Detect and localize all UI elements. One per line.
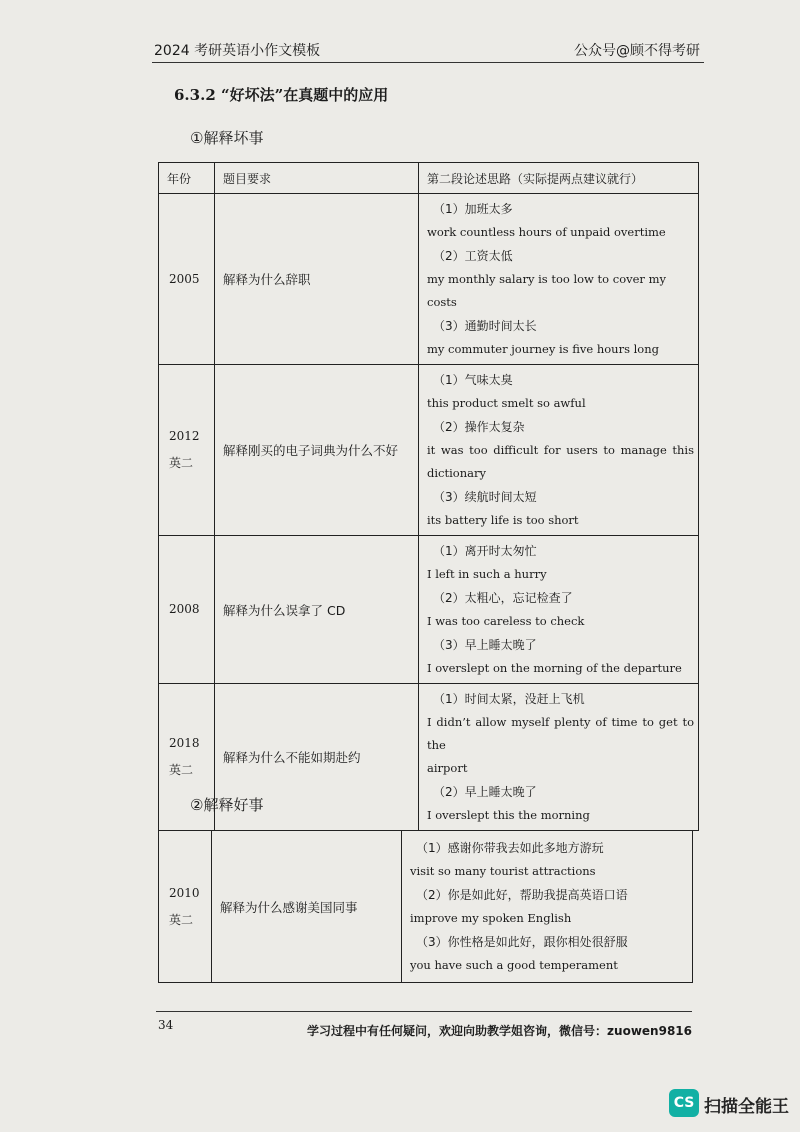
idea-english: my monthly salary is too low to cover my costs: [427, 272, 666, 309]
idea-english: I overslept on the morning of the departure: [427, 661, 682, 675]
year-cell: [159, 831, 212, 983]
ideas-cell: [419, 194, 699, 365]
footer-note: 学习过程中有任何疑问，欢迎向助教学姐咨询，微信号：zuowen9816: [307, 1024, 692, 1038]
footer-rule: [156, 1011, 692, 1012]
section-title: 6.3.2 “好坏法”在真题中的应用: [174, 86, 389, 104]
camscanner-logo-icon: CS: [669, 1089, 699, 1117]
ideas-cell: [419, 365, 699, 536]
table-row: [159, 536, 699, 684]
idea-chinese: （1）时间太紧，没赶上飞机: [433, 692, 585, 706]
subheading-bad: ①解释坏事: [190, 129, 264, 147]
topic-cell: 解释为什么不能如期赴约: [215, 684, 419, 831]
year-value: 2018: [169, 736, 200, 750]
year-value: 2005: [169, 271, 200, 286]
idea-chinese: （3）通勤时间太长: [433, 319, 537, 333]
idea-english: my commuter journey is five hours long: [427, 342, 659, 356]
col-year: 年份: [159, 163, 215, 194]
exam-type: 英二: [169, 456, 194, 470]
idea-english: improve my spoken English: [410, 911, 572, 925]
page-number: 34: [158, 1018, 174, 1032]
topic-cell: 解释刚买的电子词典为什么不好: [215, 365, 419, 536]
idea-english-cont: dictionary: [427, 466, 486, 480]
topic-cell: 解释为什么感谢美国同事: [212, 831, 402, 983]
page-header: [152, 38, 704, 63]
year-cell: [159, 194, 215, 365]
year-value: 2010: [169, 885, 200, 900]
table-row: [159, 831, 693, 983]
table-row: [159, 365, 699, 536]
subheading-good: ②解释好事: [190, 796, 264, 814]
idea-chinese: （2）操作太复杂: [433, 420, 525, 434]
idea-chinese: （2）太粗心，忘记检查了: [433, 591, 573, 605]
header-account: 公众号@顾不得考研: [574, 43, 700, 59]
table-row: [159, 194, 699, 365]
col-ideas: 第二段论述思路（实际提两点建议就行）: [419, 163, 699, 194]
idea-english-cont: airport: [427, 761, 468, 775]
idea-chinese: （2）工资太低: [433, 249, 513, 263]
header-title: 2024 考研英语小作文模板: [154, 43, 321, 59]
year-cell: [159, 365, 215, 536]
year-value: 2008: [169, 602, 200, 616]
idea-chinese: （1）加班太多: [433, 202, 513, 216]
year-cell: [159, 536, 215, 684]
idea-english: I left in such a hurry: [427, 567, 547, 581]
idea-chinese: （3）你性格是如此好，跟你相处很舒服: [416, 935, 628, 949]
topic-cell: 解释为什么误拿了 CD: [215, 536, 419, 684]
idea-chinese: （2）早上睡太晚了: [433, 785, 537, 799]
year-value: 2012: [169, 429, 200, 443]
table-header-row: [159, 163, 699, 194]
idea-chinese: （2）你是如此好，帮助我提高英语口语: [416, 888, 628, 902]
idea-english: you have such a good temperament: [410, 958, 618, 972]
idea-english: I overslept this the morning: [427, 808, 590, 822]
idea-english: this product smelt so awful: [427, 396, 586, 410]
topic-cell: 解释为什么辞职: [215, 194, 419, 365]
idea-chinese: （3）早上睡太晚了: [433, 638, 537, 652]
scanner-watermark: 扫描全能王: [704, 1097, 789, 1117]
idea-chinese: （1）气味太臭: [433, 373, 513, 387]
exam-type: 英二: [169, 912, 194, 927]
exam-type: 英二: [169, 763, 194, 777]
idea-english: visit so many tourist attractions: [410, 864, 596, 878]
ideas-cell: [419, 684, 699, 831]
idea-english: I was too careless to check: [427, 614, 585, 628]
ideas-cell: [402, 831, 693, 983]
good-things-table: [158, 830, 693, 983]
idea-english: work countless hours of unpaid overtime: [427, 225, 666, 239]
idea-chinese: （3）续航时间太短: [433, 490, 537, 504]
idea-chinese: （1）感谢你带我去如此多地方游玩: [416, 841, 604, 855]
idea-english: its battery life is too short: [427, 513, 579, 527]
ideas-cell: [419, 536, 699, 684]
idea-english: it was too difficult for users to manage this: [427, 443, 694, 457]
idea-english: I didn’t allow myself plenty of time to get to the: [427, 715, 694, 752]
bad-things-table: [158, 162, 699, 831]
col-topic: 题目要求: [215, 163, 419, 194]
idea-chinese: （1）离开时太匆忙: [433, 544, 537, 558]
